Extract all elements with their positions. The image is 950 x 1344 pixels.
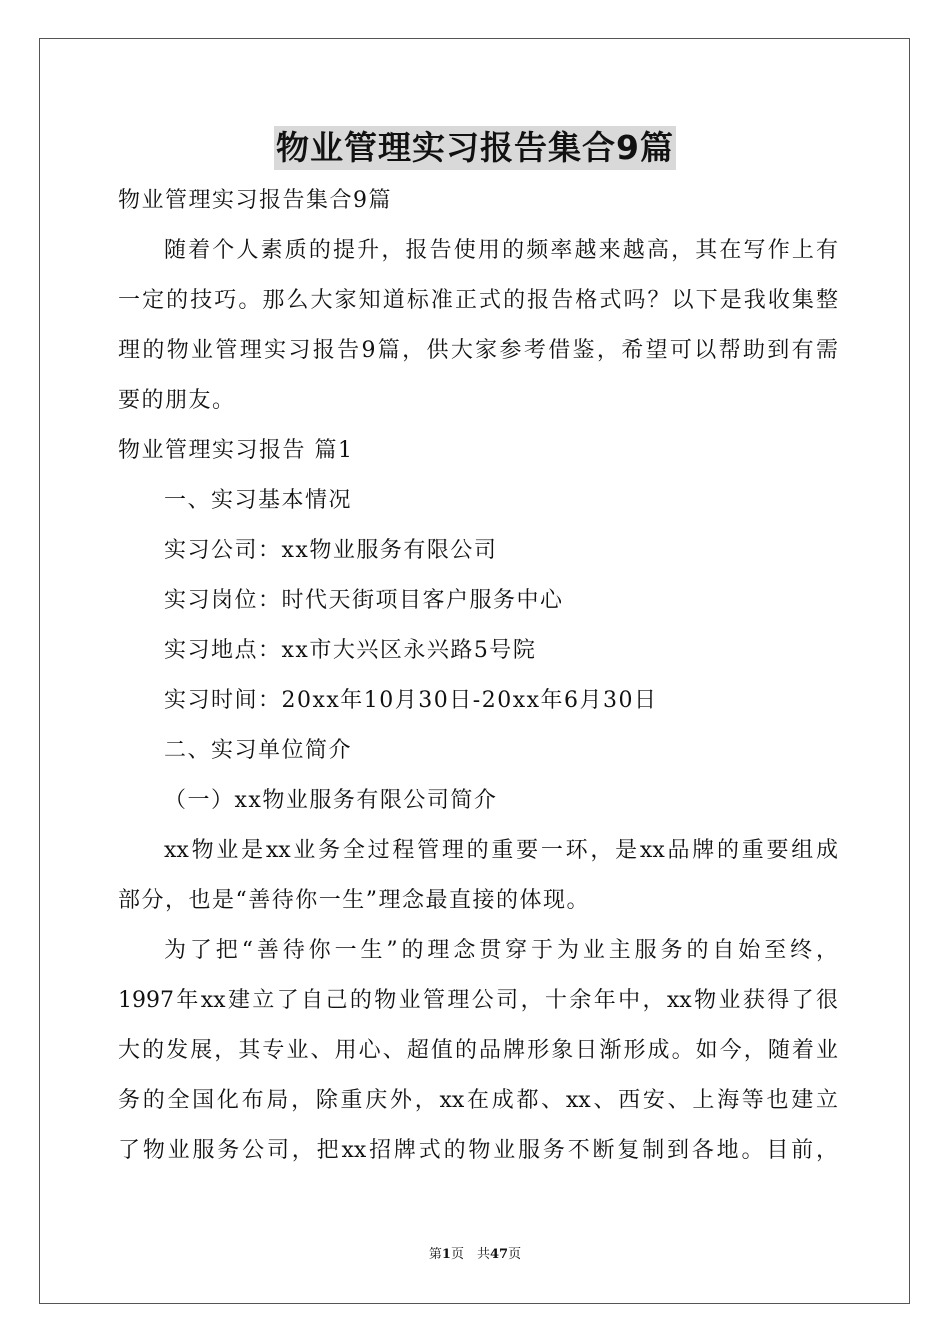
document-body — [118, 176, 838, 1176]
footer-prefix: 第 — [428, 1247, 442, 1262]
subsection-heading: 二、实习单位简介 — [164, 738, 353, 763]
paragraph-line: 了物业服务公司，把xx招牌式的物业服务不断复制到各地。目前， — [118, 1138, 838, 1163]
paragraph-line: 务的全国化布局，除重庆外，xx在成都、xx、西安、上海等也建立 — [118, 1088, 838, 1113]
info-line: 实习时间：20xx年10月30日-20xx年6月30日 — [164, 688, 658, 713]
paragraph-line: 随着个人素质的提升，报告使用的频率越来越高，其在写作上有 — [164, 238, 838, 263]
info-line: 实习公司：xx物业服务有限公司 — [164, 538, 498, 563]
page-footer — [0, 1246, 950, 1264]
subsection-heading: 一、实习基本情况 — [164, 488, 353, 513]
paragraph-line: 理的物业管理实习报告9篇，供大家参考借鉴，希望可以帮助到有需 — [118, 338, 838, 363]
paragraph-line: 1997年xx建立了自己的物业管理公司，十余年中，xx物业获得了很 — [118, 988, 838, 1013]
footer-page-number: 1 — [441, 1247, 451, 1262]
subtitle-line: 物业管理实习报告集合9篇 — [118, 188, 392, 213]
subsection-heading: （一）xx物业服务有限公司简介 — [164, 788, 498, 813]
title-block — [0, 126, 950, 170]
paragraph-line: 大的发展，其专业、用心、超值的品牌形象日渐形成。如今，随着业 — [118, 1038, 838, 1063]
paragraph-line: 为了把“善待你一生”的理念贯穿于为业主服务的自始至终， — [164, 938, 838, 963]
info-line: 实习岗位：时代天街项目客户服务中心 — [164, 588, 564, 613]
paragraph-line: 要的朋友。 — [118, 388, 236, 413]
paragraph-line: xx物业是xx业务全过程管理的重要一环，是xx品牌的重要组成 — [164, 838, 838, 863]
section-heading: 物业管理实习报告 篇1 — [118, 438, 354, 463]
paragraph-line: 一定的技巧。那么大家知道标准正式的报告格式吗？以下是我收集整 — [118, 288, 838, 313]
document-title: 物业管理实习报告集合9篇 — [274, 126, 676, 170]
footer-total-pages: 47 — [489, 1247, 509, 1262]
info-line: 实习地点：xx市大兴区永兴路5号院 — [164, 638, 537, 663]
paragraph-line: 部分，也是“善待你一生”理念最直接的体现。 — [118, 888, 590, 913]
footer-suffix: 页 — [508, 1247, 522, 1262]
footer-mid: 页 共 — [450, 1247, 490, 1262]
